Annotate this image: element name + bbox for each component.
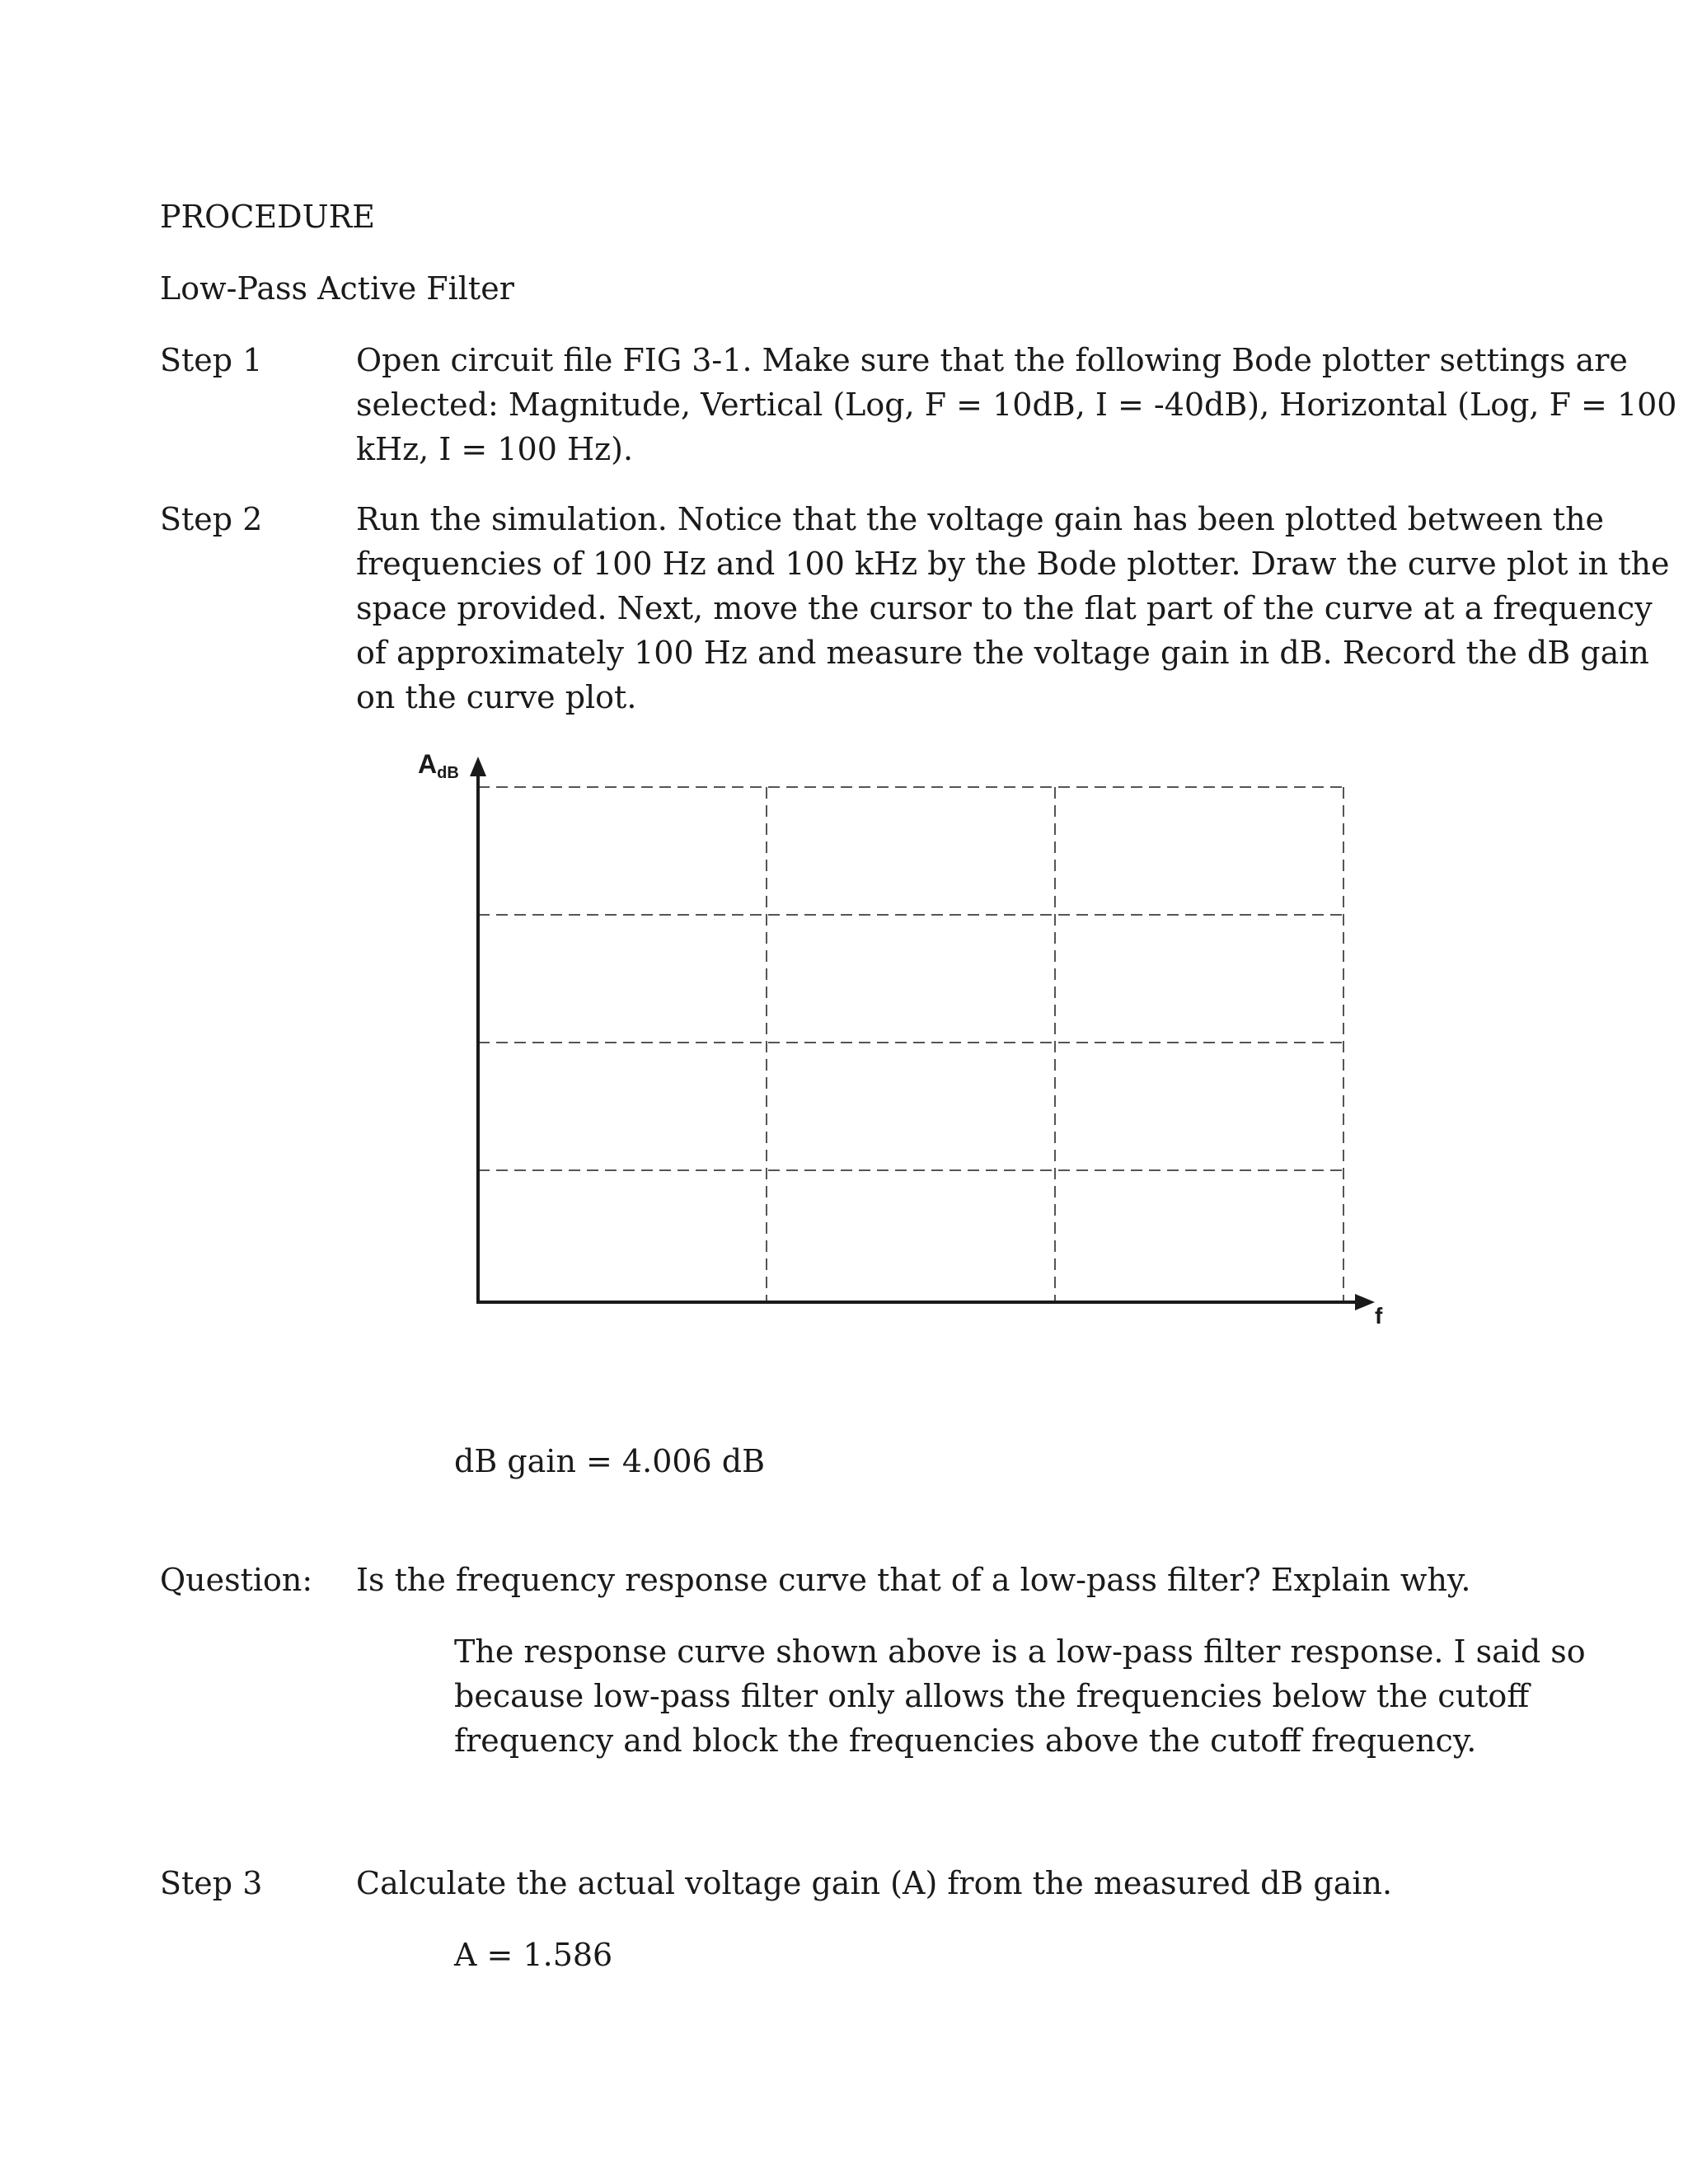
procedure-heading: PROCEDURE <box>160 199 375 235</box>
step2-label: Step 2 <box>160 501 263 537</box>
step3-text: Calculate the actual voltage gain (A) from the measured dB gain. <box>356 1865 1393 1901</box>
step3-label: Step 3 <box>160 1865 263 1901</box>
step1-text <box>356 338 1677 471</box>
y-axis-arrow-icon <box>470 757 486 776</box>
answer-line: The response curve shown above is a low-pass filter response. I said so <box>454 1633 1586 1670</box>
grid-lines <box>478 787 1343 1302</box>
step1-label: Step 1 <box>160 342 263 378</box>
question-text: Is the frequency response curve that of a low-pass filter? Explain why. <box>356 1562 1471 1598</box>
y-axis-label-subscript: dB <box>437 764 459 782</box>
step2-line: Run the simulation. Notice that the voltage gain has been plotted between the <box>356 501 1605 537</box>
step1-line: kHz, I = 100 Hz). <box>356 431 634 467</box>
step1-line: selected: Magnitude, Vertical (Log, F = 10dB, I = -40dB), Horizontal (Log, F = 100 <box>356 387 1677 423</box>
step2-text <box>356 497 1670 719</box>
answer-line: frequency and block the frequencies above the cutoff frequency. <box>454 1722 1477 1759</box>
bode-plot-grid <box>396 742 1418 1352</box>
question-answer <box>454 1629 1586 1763</box>
step2-line: space provided. Next, move the cursor to the flat part of the curve at a frequency <box>356 590 1653 626</box>
step1-line: Open circuit file FIG 3-1. Make sure that the following Bode plotter settings are <box>356 342 1628 378</box>
x-axis-arrow-icon <box>1355 1294 1375 1310</box>
y-axis-label-main: A <box>418 749 438 779</box>
question-label: Question: <box>160 1562 313 1598</box>
step3-answer: A = 1.586 <box>454 1937 613 1973</box>
step2-line: on the curve plot. <box>356 679 637 715</box>
step2-line: of approximately 100 Hz and measure the voltage gain in dB. Record the dB gain <box>356 635 1649 671</box>
x-axis-label: f <box>1375 1303 1383 1329</box>
db-gain-answer: dB gain = 4.006 dB <box>454 1443 766 1479</box>
section-title: Low-Pass Active Filter <box>160 270 514 307</box>
answer-line: because low-pass filter only allows the frequencies below the cutoff <box>454 1678 1530 1714</box>
step2-line: frequencies of 100 Hz and 100 kHz by the Bode plotter. Draw the curve plot in the <box>356 546 1670 582</box>
y-axis-label <box>418 749 459 782</box>
